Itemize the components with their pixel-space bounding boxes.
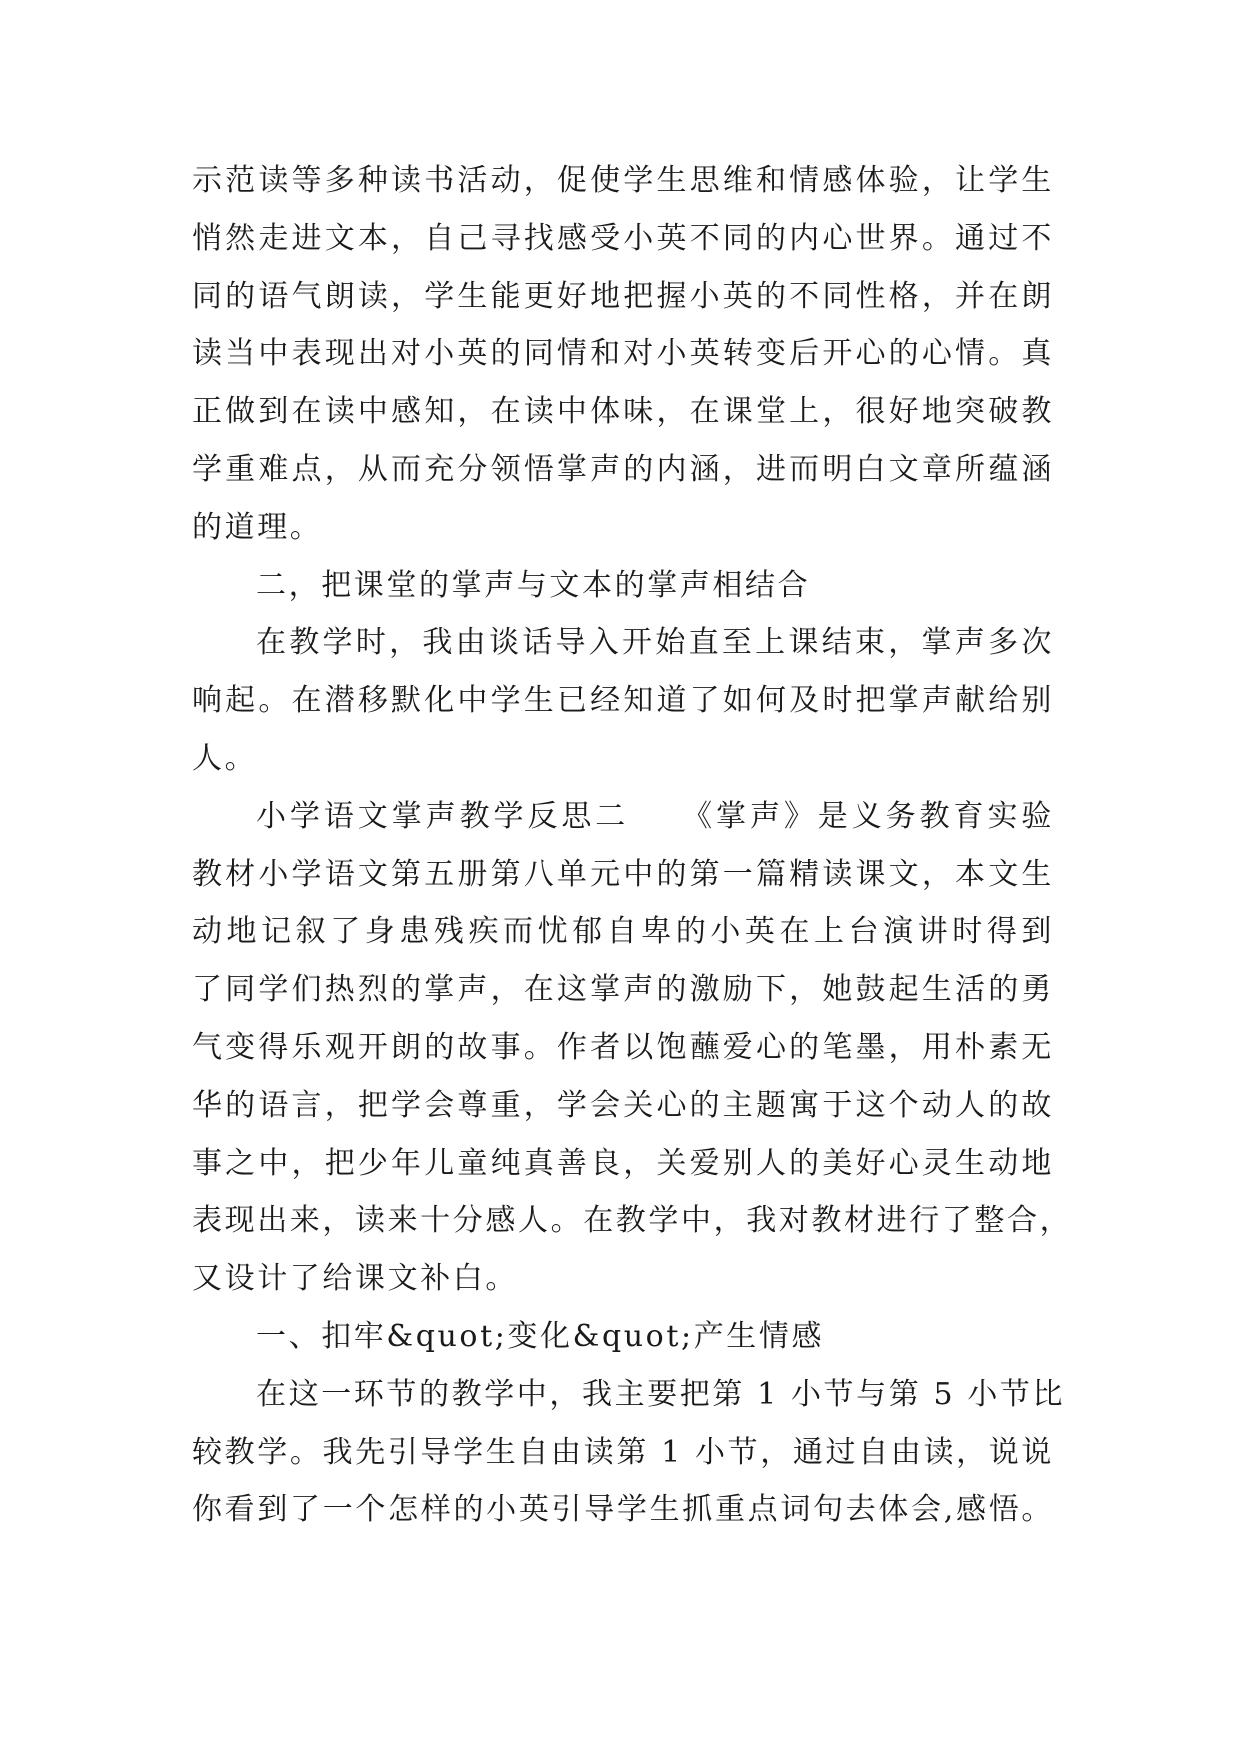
text-line: 同的语气朗读，学生能更好地把握小英的不同性格，并在朗 [192, 278, 1054, 314]
document-body [192, 152, 1073, 1539]
text-line: 表现出来，读来十分感人。在教学中，我对教材进行了整合， [192, 1203, 1073, 1239]
paragraph-6 [192, 1366, 1066, 1539]
text-line: 教材小学语文第五册第八单元中的第一篇精读课文，本文生 [192, 856, 1054, 892]
paragraph-3 [192, 614, 1054, 787]
text-line: 华的语言，把学会尊重，学会关心的主题寓于这个动人的故 [192, 1087, 1054, 1123]
text-line: 悄然走进文本，自己寻找感受小英不同的内心世界。通过不 [192, 220, 1054, 256]
text-line: 在教学时，我由谈话导入开始直至上课结束，掌声多次 [256, 625, 1054, 661]
section-heading-5 [192, 1308, 1054, 1366]
text-line: 小学语文掌声教学反思二 《掌声》是义务教育实验 [256, 798, 1054, 834]
text-line: 读当中表现出对小英的同情和对小英转变后开心的心情。真 [192, 336, 1054, 372]
heading-line: 一、扣牢&quot;变化&quot;产生情感 [256, 1318, 825, 1354]
text-line: 在这一环节的教学中，我主要把第 1 小节与第 5 小节比 [256, 1376, 1066, 1412]
text-line: 学重难点，从而充分领悟掌声的内涵，进而明白文章所蕴涵 [192, 451, 1054, 487]
heading-line: 二，把课堂的掌声与文本的掌声相结合 [256, 567, 811, 603]
text-line: 了同学们热烈的掌声，在这掌声的激励下，她鼓起生活的勇 [192, 972, 1054, 1008]
paragraph-1 [192, 152, 1054, 557]
text-line: 气变得乐观开朗的故事。作者以饱蘸爱心的笔墨，用朴素无 [192, 1029, 1054, 1065]
text-line: 又设计了给课文补白。 [192, 1261, 518, 1297]
text-line: 示范读等多种读书活动，促使学生思维和情感体验，让学生 [192, 163, 1054, 198]
text-line: 响起。在潜移默化中学生已经知道了如何及时把掌声献给别 [192, 683, 1054, 719]
text-line: 较教学。我先引导学生自由读第 1 小节，通过自由读，说说 [192, 1434, 1054, 1470]
text-line: 动地记叙了身患残疾而忧郁自卑的小英在上台演讲时得到 [192, 914, 1054, 950]
text-line: 的道理。 [192, 509, 323, 545]
text-line: 人。 [192, 740, 258, 776]
text-line: 你看到了一个怎样的小英引导学生抓重点词句去体会,感悟。 [192, 1492, 1054, 1528]
section-heading-2 [192, 557, 1054, 615]
text-line: 正做到在读中感知，在读中体味，在课堂上，很好地突破教 [192, 394, 1054, 430]
paragraph-4 [192, 788, 1073, 1308]
text-line: 事之中，把少年儿童纯真善良，关爱别人的美好心灵生动地 [192, 1145, 1054, 1181]
